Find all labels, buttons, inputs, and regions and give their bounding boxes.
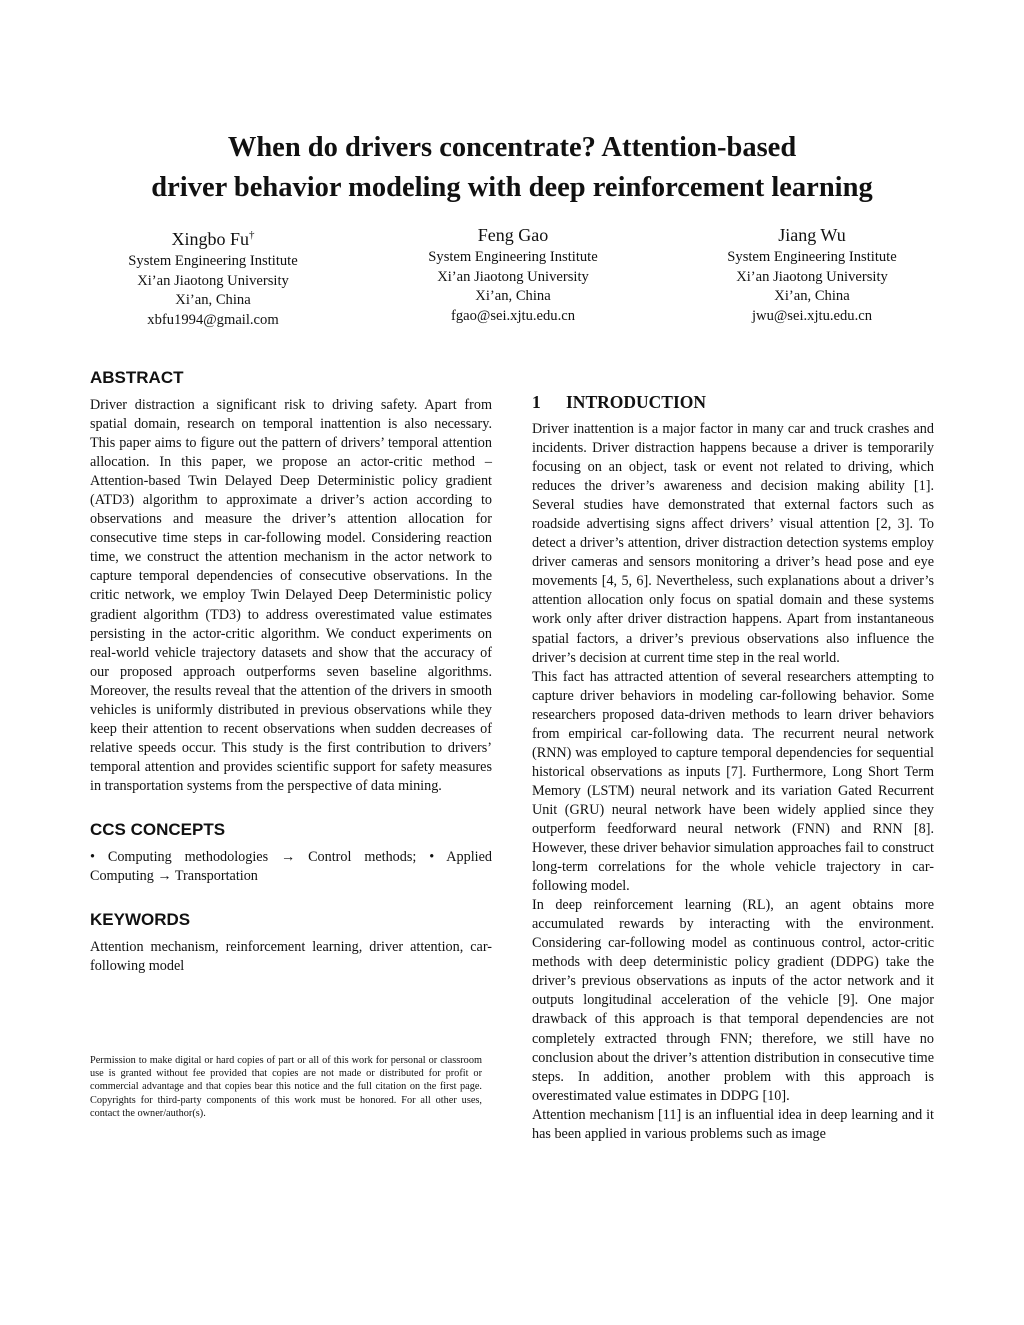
- author-name: Jiang Wu: [778, 225, 846, 245]
- author-mark: †: [249, 229, 255, 241]
- author-university: Xi’an Jiaotong University: [736, 268, 888, 285]
- section-title: INTRODUCTION: [566, 392, 707, 412]
- ccs-text: • Computing methodologies → Control methods; • Applied Computing → Transportation: [90, 848, 492, 885]
- abstract-section: [90, 366, 492, 796]
- right-column: [532, 390, 934, 1144]
- ccs-heading: CCS CONCEPTS: [90, 819, 226, 839]
- author-university: Xi’an Jiaotong University: [137, 272, 289, 289]
- author-institute: System Engineering Institute: [428, 249, 598, 265]
- author-location: Xi’an, China: [175, 292, 251, 309]
- author-email: jwu@sei.xjtu.edu.cn: [751, 307, 873, 324]
- author-institute: System Engineering Institute: [727, 249, 897, 265]
- author-institute: System Engineering Institute: [128, 253, 298, 269]
- author-email: xbfu1994@gmail.com: [147, 311, 279, 328]
- keywords-section: [90, 908, 492, 976]
- author-3: [662, 222, 962, 326]
- intro-paragraph-2: This fact has attracted attention of several researchers attempting to capture driver behaviors in modeling car-following behavior. Some researchers proposed data-driven methods to learn driver behaviors from empirical car-following data. The recurrent neural network (RNN) was employed to capture temporal dependencies for sequential historical observations as inputs [7]. Furthermore, Long Short Term Memory (LSTM) neural network and its variation Gated Recurrent Unit (GRU) neural network have been widely applied since they outperform feedforward neural network (FNN) and RNN [8]. However, these driver behavior simulation approaches fail to construct long-term correlations for the whole vehicle trajectory in car-following model.: [532, 668, 934, 895]
- keywords-text: Attention mechanism, reinforcement learning, driver attention, car-following model: [90, 939, 492, 975]
- abstract-text: Driver distraction a significant risk to driving safety. Apart from spatial domain, research on temporal inattention is also necessary. This paper aims to figure out the pattern of drivers’ temporal attention allocation. In this paper, we propose an actor-critic method – Attention-based Twin Delayed Deep Deterministic policy gradient (ATD3) algorithm to approximate a driver’s action according to observations and measure the driver’s attention allocation for consecutive time steps in car-following model. Considering reaction time, we construct the attention mechanism in the actor network to capture temporal dependencies of consecutive observations. In the critic network, we employ Twin Delayed Deep Deterministic policy gradient algorithm (TD3) to address overestimated value estimates persisting in the actor-critic algorithm. We conduct experiments on real-world vehicle trajectory datasets and show that the accuracy of our proposed approach outperforms seven baseline algorithms. Moreover, the results reveal that the attention of the drivers in smooth vehicles is uniformly distributed in previous observations while they keep their attention to recent observations when sudden decreases of relative speeds occur. This study is the first contribution to drivers’ temporal attention and provides scientific support for safety measures in transportation systems from the perspective of data mining.: [90, 397, 492, 794]
- author-2: [363, 222, 663, 326]
- permission-notice: Permission to make digital or hard copies of part or all of this work for personal or classroom use is granted without fee provided that copies are not made or distributed for profit or commercial advantage and that copies bear this notice and the full citation on the first page. Copyrights for third-party components of this work must be honored. For all other uses, contact the owner/author(s).: [90, 1055, 482, 1119]
- author-university: Xi’an Jiaotong University: [437, 268, 589, 285]
- paper-title: [60, 128, 964, 208]
- author-location: Xi’an, China: [475, 288, 551, 305]
- title-line-1: When do drivers concentrate? Attention-based: [227, 132, 797, 163]
- left-column: [90, 366, 492, 998]
- author-name: Feng Gao: [477, 225, 549, 245]
- intro-paragraph-3: In deep reinforcement learning (RL), an agent obtains more accumulated rewards by interacting with the environment. Considering car-following model as continuous control, actor-critic methods with deep deterministic policy gradient (DDPG) take the driver’s previous observations as inputs of the actor network and it outputs longitudinal acceleration of the vehicle [9]. One major drawback of this approach is that temporal dependencies are not completely extracted through FNN; therefore, we still have no conclusion about the driver’s attention distribution in consecutive time steps. In addition, another problem with this approach is overestimated value estimates in DDPG [10].: [532, 897, 934, 1104]
- keywords-heading: KEYWORDS: [90, 910, 191, 930]
- section-number: 1: [532, 392, 541, 412]
- author-location: Xi’an, China: [774, 288, 850, 305]
- intro-paragraph-1: Driver inattention is a major factor in many car and truck crashes and incidents. Driver distraction happens because a driver is temporarily focusing on an object, task or event not related to driving, which reduces the driver’s awareness and decision making ability [1]. Several studies have demonstrated that external factors such as roadside advertising signs affect drivers’ visual attention [2, 3]. To detect a driver’s attention, driver distraction detection systems employ driver cameras and sensors monitoring a driver’s head pose and eye movements [4, 5, 6]. Nevertheless, such explanations about a driver’s attention allocation only focus on spatial domain and these systems work only after driver distraction happens. Apart from instantaneous spatial factors, a driver’s previous observations also influence the driver’s decision at current time step in the real world.: [532, 421, 934, 666]
- author-name: Xingbo Fu: [171, 229, 249, 249]
- abstract-heading: ABSTRACT: [90, 368, 184, 387]
- author-email: fgao@sei.xjtu.edu.cn: [450, 307, 576, 324]
- author-1: [63, 222, 363, 330]
- intro-paragraph-4: Attention mechanism [11] is an influential idea in deep learning and it has been applied in various problems such as image: [532, 1106, 934, 1142]
- intro-heading: [532, 390, 934, 414]
- ccs-section: [90, 818, 492, 886]
- title-line-2: driver behavior modeling with deep reinforcement learning: [151, 172, 873, 203]
